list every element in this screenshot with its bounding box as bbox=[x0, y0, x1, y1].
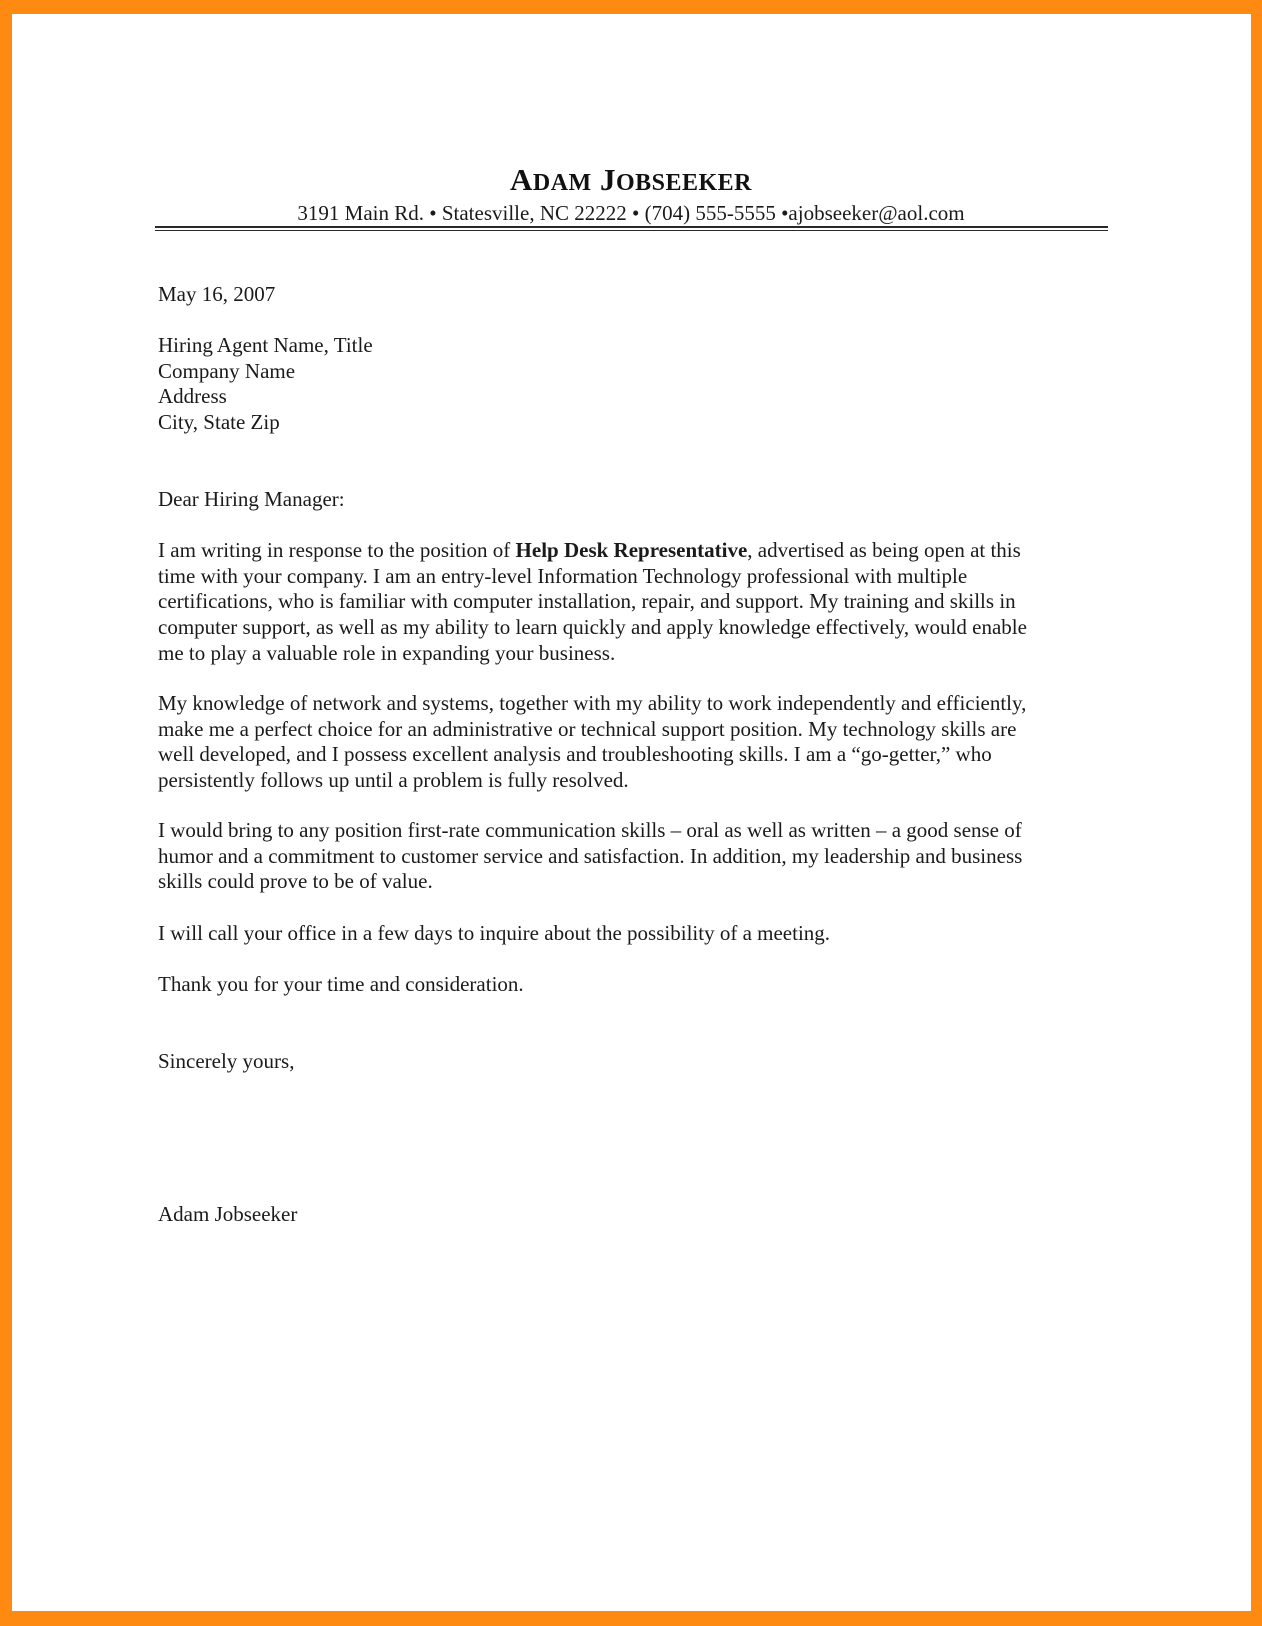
paragraph-3 bbox=[158, 818, 1108, 895]
paragraph-text: I am writing in response to the position of bbox=[158, 538, 516, 562]
recipient-line: City, State Zip bbox=[158, 410, 280, 435]
paragraph-2 bbox=[158, 691, 1108, 794]
closing: Sincerely yours, bbox=[158, 1049, 295, 1073]
paragraph-line: me to play a valuable role in expanding your business. bbox=[158, 640, 616, 665]
recipient-line: Address bbox=[158, 384, 227, 409]
paragraph-line bbox=[158, 538, 1108, 564]
position-title: Help Desk Representative bbox=[515, 538, 748, 562]
paragraph-text: , advertised as being open at this bbox=[747, 538, 1021, 562]
paragraph-line: make me a perfect choice for an administrative or technical support position. My technology skills are bbox=[158, 716, 1017, 741]
paragraph-line: computer support, as well as my ability to learn quickly and apply knowledge effectively, would enable bbox=[158, 615, 1027, 640]
paragraph-line: humor and a commitment to customer service and satisfaction. In addition, my leadership and business bbox=[158, 843, 1023, 868]
name-first-initial: A bbox=[509, 162, 533, 197]
recipient-line: Hiring Agent Name, Title bbox=[158, 333, 373, 357]
name-last-rest: OBSEEKER bbox=[615, 170, 752, 196]
paragraph-line: well developed, and I possess excellent analysis and troubleshooting skills. I am a “go-getter,” who bbox=[158, 742, 992, 767]
paragraph-line: I would bring to any position first-rate communication skills – oral as well as written – a good sense of bbox=[158, 818, 1022, 842]
paragraph-line: skills could prove to be of value. bbox=[158, 869, 433, 894]
salutation: Dear Hiring Manager: bbox=[158, 487, 345, 511]
name-last-initial: J bbox=[599, 162, 616, 197]
recipient-address bbox=[158, 333, 1108, 436]
paragraph-line: My knowledge of network and systems, together with my ability to work independently and efficiently, bbox=[158, 691, 1027, 715]
paragraph-line: certifications, who is familiar with computer installation, repair, and support. My training and skills in bbox=[158, 589, 1016, 614]
sender-name-heading bbox=[0, 160, 1262, 203]
paragraph-4: I will call your office in a few days to inquire about the possibility of a meeting. bbox=[158, 921, 831, 945]
header-rule-thick bbox=[155, 226, 1108, 228]
paragraph-line: persistently follows up until a problem is fully resolved. bbox=[158, 768, 629, 793]
paragraph-line: time with your company. I am an entry-level Information Technology professional with multiple bbox=[158, 563, 968, 588]
recipient-line: Company Name bbox=[158, 358, 296, 383]
letter-date: May 16, 2007 bbox=[158, 282, 276, 306]
signature-name: Adam Jobseeker bbox=[158, 1202, 298, 1226]
paragraph-1 bbox=[158, 538, 1108, 667]
header-rule-thin bbox=[155, 230, 1108, 231]
name-first-rest: DAM bbox=[532, 170, 592, 196]
sender-contact-line: 3191 Main Rd. • Statesville, NC 22222 • (704) 555-5555 •ajobseeker@aol.com bbox=[297, 201, 965, 225]
paragraph-5: Thank you for your time and consideration. bbox=[158, 972, 524, 996]
